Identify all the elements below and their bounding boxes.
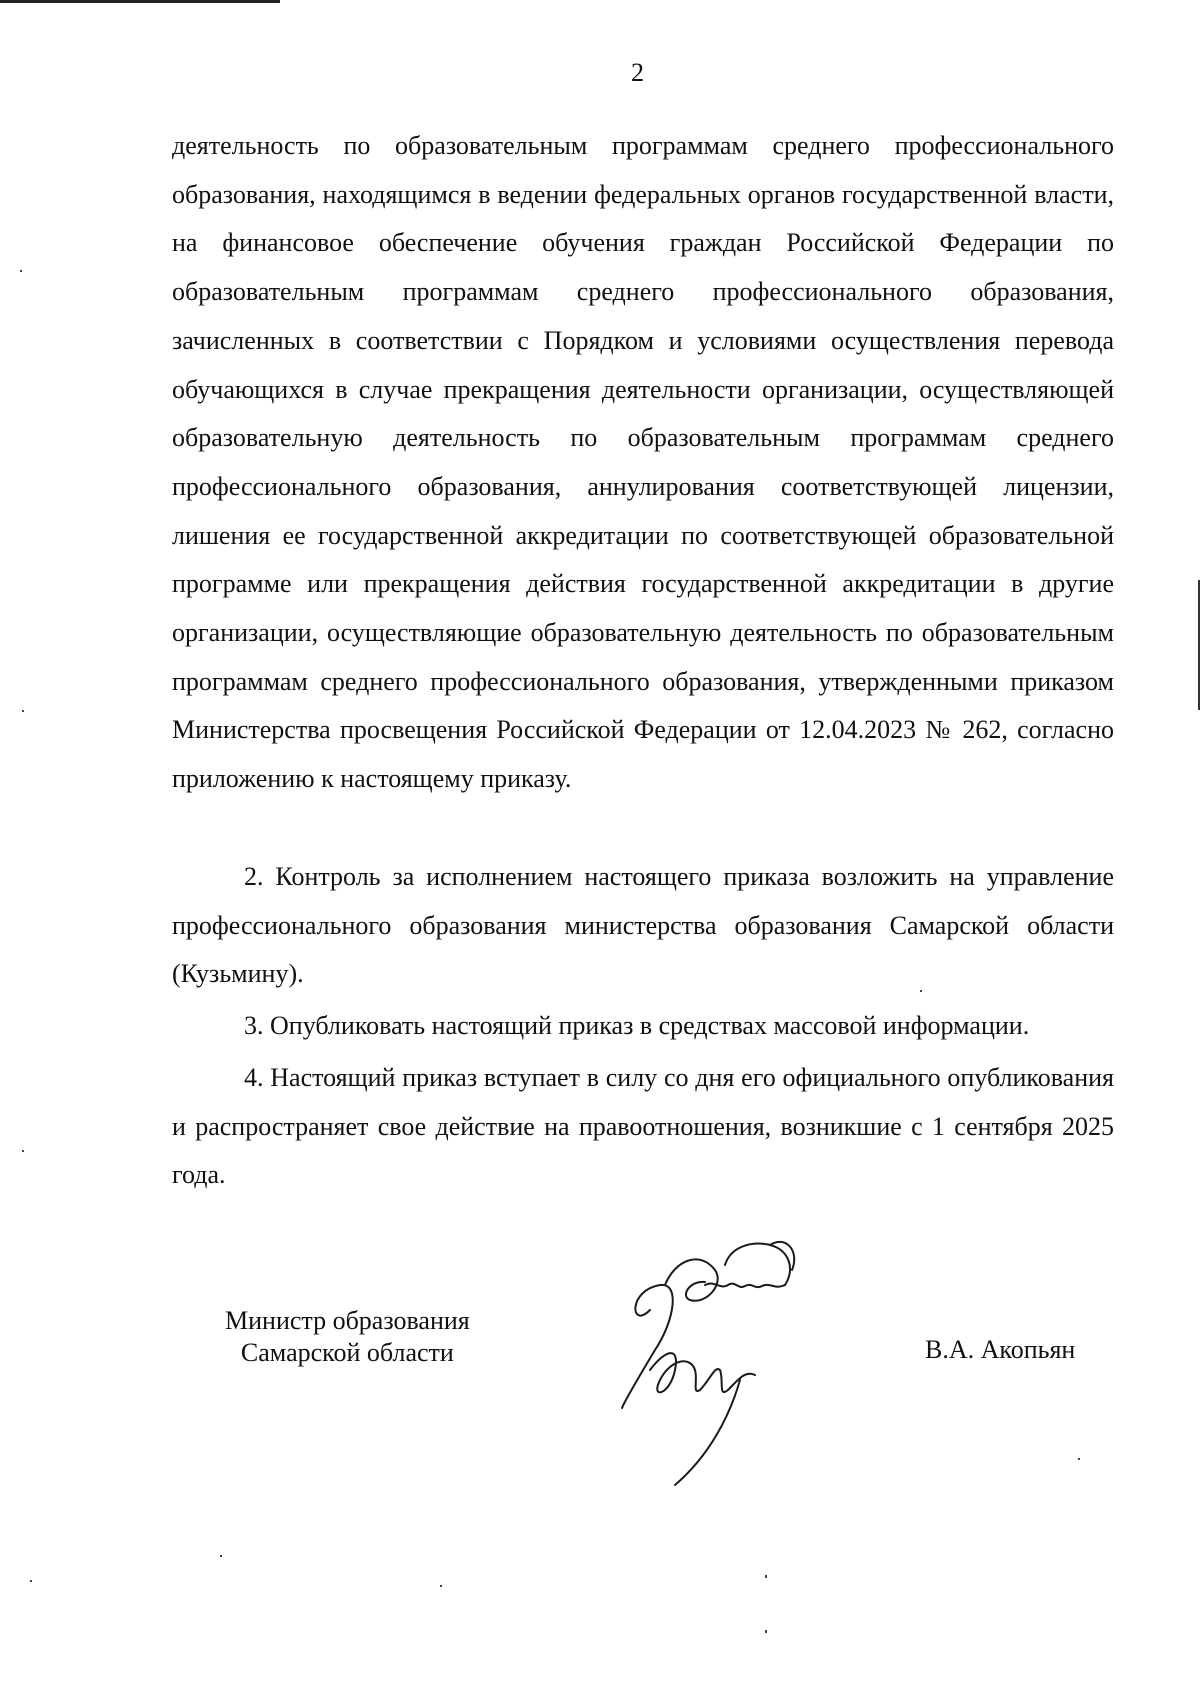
scan-speck bbox=[20, 270, 22, 272]
continuation-paragraph: деятельность по образовательным программам среднего профессионального образования, находящимся в ведении федеральных органов государственной власти, на финансовое обеспечение обучения граждан Российской Федерации по образовательным программам среднего профессионального образования, зачисленных в соответствии с Порядком и условиями осуществления перевода обучающихся в случае прекращения деятельности организации, осуществляющей образовательную деятельность по образовательным программам среднего профессионального образования, аннулирования соответствующей лицензии, лишения ее государственной аккредитации по соответствующей образовательной программе или прекращения действия государственной аккредитации в другие организации, осуществляющие образовательную деятельность по образовательным программам среднего профессионального образования, утвержденными приказом Министерства просвещения Российской Федерации от 12.04.2023 № 262, согласно приложению к настоящему приказу. bbox=[172, 131, 1114, 794]
scan-speck bbox=[920, 990, 922, 992]
scan-speck bbox=[440, 1585, 442, 1587]
scan-speck bbox=[22, 1150, 24, 1152]
signatory-title-line-1: Министр образования bbox=[225, 1306, 470, 1335]
scan-artifact-top bbox=[0, 0, 280, 3]
scan-speck bbox=[1078, 1458, 1080, 1460]
clause-4: 4. Настоящий приказ вступает в силу со дня его официального опубликования и распространяет свое действие на правоотношения, возникшие с 1 сентября 2025 года. bbox=[172, 1063, 1114, 1190]
signatory-title-line-2: Самарской области bbox=[240, 1338, 454, 1367]
scan-speck bbox=[765, 1575, 767, 1578]
scan-speck bbox=[220, 1555, 222, 1557]
clause-2: 2. Контроль за исполнением настоящего приказа возложить на управление профессионального образования министерства образования Самарской области (Кузьмину). bbox=[172, 862, 1114, 989]
handwritten-signature bbox=[620, 1230, 840, 1490]
clause-3: 3. Опубликовать настоящий приказ в средствах массовой информации. bbox=[244, 1011, 1030, 1040]
scan-speck bbox=[22, 710, 24, 712]
signer-name: В.А. Акопьян bbox=[925, 1335, 1076, 1364]
page-number: 2 bbox=[631, 58, 644, 87]
scan-speck bbox=[30, 1580, 32, 1582]
scan-speck bbox=[765, 1630, 767, 1633]
signatory-title bbox=[225, 1305, 470, 1369]
